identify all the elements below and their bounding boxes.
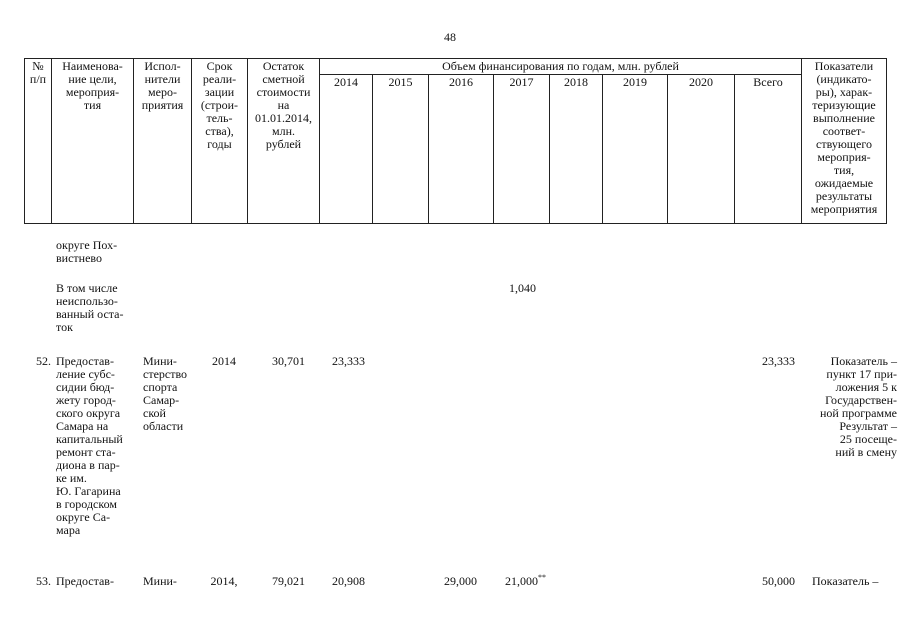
header-year-2016: 2016 xyxy=(429,75,494,224)
header-year-2020: 2020 xyxy=(668,75,735,224)
header-indicators: Показатели (индикато- ры), харак- теризующие выполнение соответ- ствующего мероприя- тия, ожидаемые результаты мероприятия xyxy=(802,59,887,224)
header-year-2017: 2017 xyxy=(494,75,550,224)
header-total: Всего xyxy=(735,75,802,224)
header-year-2014: 2014 xyxy=(320,75,373,224)
header-remainder: Остаток сметной стоимости на 01.01.2014, млн. рублей xyxy=(248,59,320,224)
header-year-2019: 2019 xyxy=(603,75,668,224)
header-term: Срок реали- зации (строи- тель- ства), годы xyxy=(192,59,248,224)
header-funding: Объем финансирования по годам, млн. рублей xyxy=(320,59,802,75)
page-number: 48 xyxy=(444,30,456,44)
continuation-name: округе Пох- вистнево xyxy=(56,238,118,265)
header-year-2018: 2018 xyxy=(550,75,603,224)
row-53-executor: Мини- xyxy=(143,574,177,588)
header-table xyxy=(24,58,887,224)
row-53-number: 53. xyxy=(36,574,51,588)
row-52-total: 23,333 xyxy=(762,354,795,368)
continuation-value-2017: 1,040 xyxy=(509,281,536,295)
row-53-value-2016: 29,000 xyxy=(444,574,477,588)
row-52-number: 52. xyxy=(36,354,51,368)
row-52-remainder: 30,701 xyxy=(272,354,305,368)
row-53-term: 2014, xyxy=(210,574,238,588)
row-53-total: 50,000 xyxy=(762,574,795,588)
row-53-remainder: 79,021 xyxy=(272,574,305,588)
row-52-value-2014: 23,333 xyxy=(332,354,365,368)
header-executors: Испол- нители меро- приятия xyxy=(134,59,192,224)
row-53-indicator: Показатель – xyxy=(812,574,879,588)
row-52-name: Предостав- ление субс- сидии бюд- жету город- ского округа Самара на капитальный ремонт ста- диона в пар- ке им. Ю. Гагарина в городском округе Са- мара xyxy=(56,354,123,537)
continuation-note: В том числе неиспользо- ванный оста- ток xyxy=(56,281,124,334)
row-53-name: Предостав- xyxy=(56,574,114,588)
header-name: Наименова- ние цели, мероприя- тия xyxy=(52,59,134,224)
header-year-2015: 2015 xyxy=(373,75,429,224)
row-52-term: 2014 xyxy=(212,354,236,368)
row-52-indicator: Показатель – пункт 17 при- ложения 5 к Государствен- ной программе Результат – 25 посеще- ний в смену xyxy=(819,354,897,459)
header-number: № п/п xyxy=(25,59,52,224)
row-53-value-2017: 21,000** xyxy=(505,573,546,588)
row-52-executor: Мини- стерство спорта Самар- ской области xyxy=(143,354,188,433)
row-53-value-2014: 20,908 xyxy=(332,574,365,588)
